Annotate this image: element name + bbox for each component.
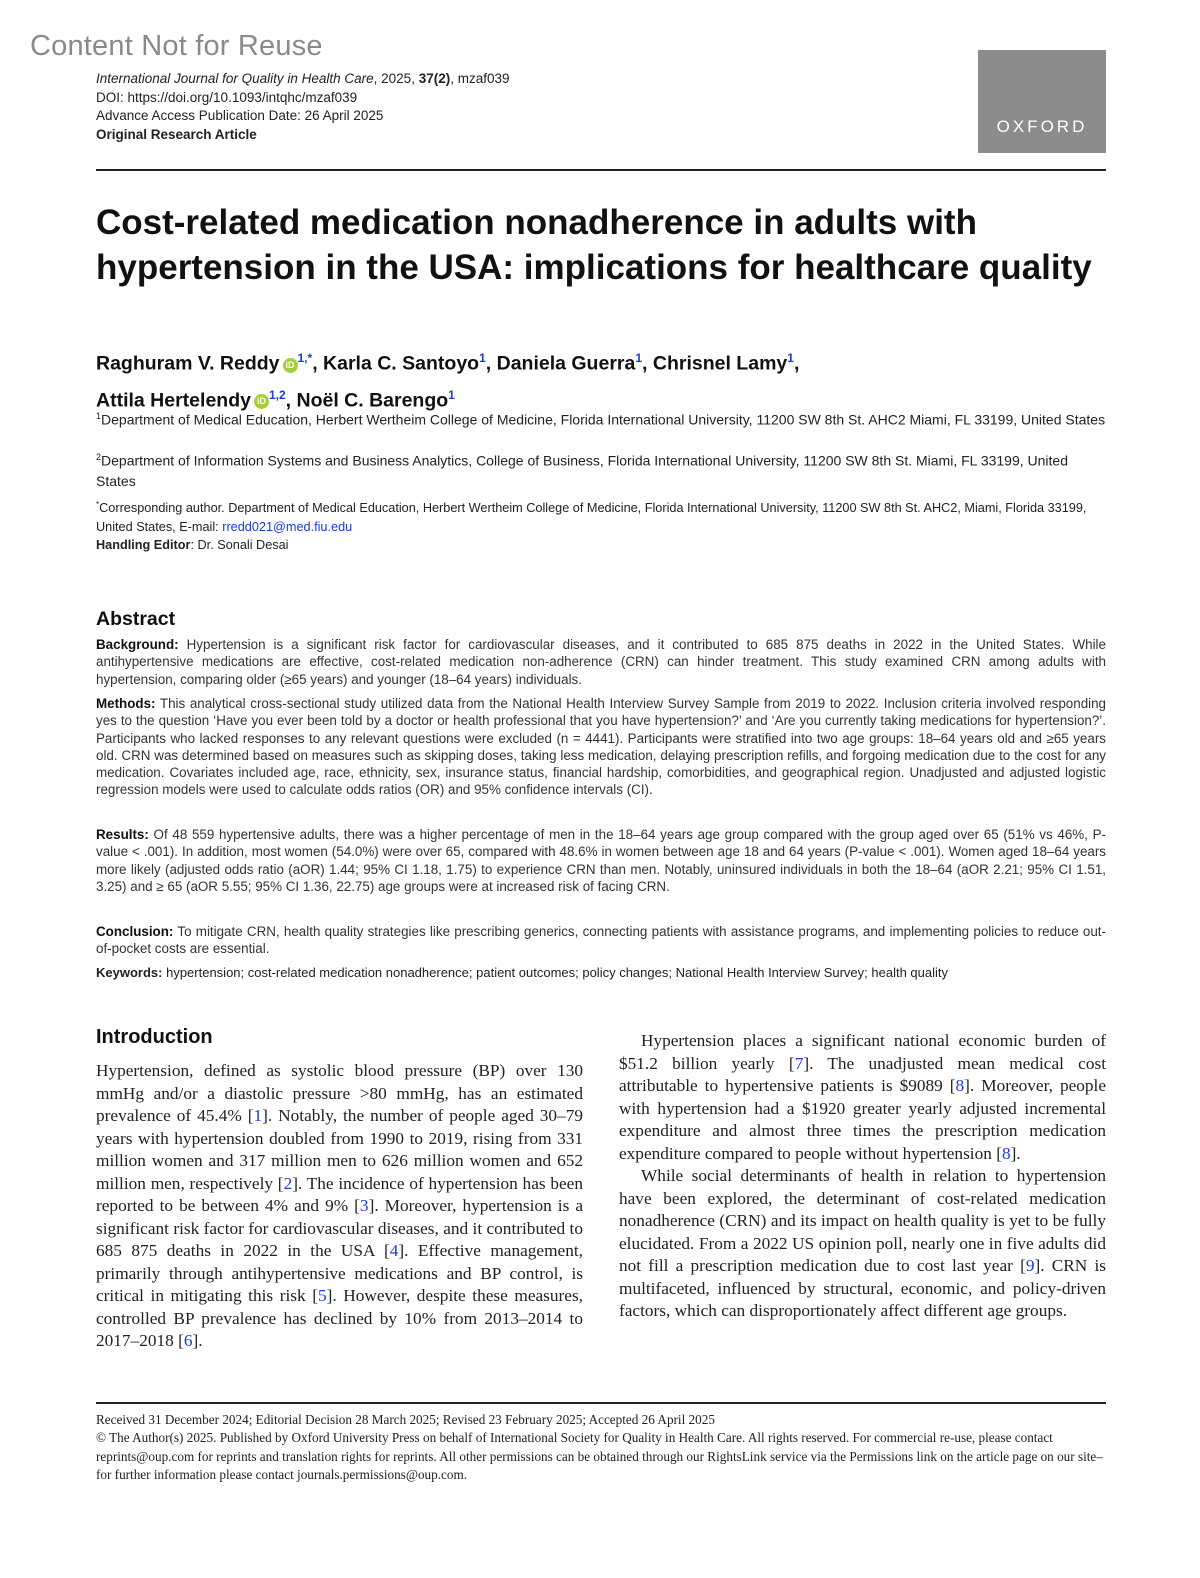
body-text: ]. Notably, the number of people aged 30–79 years with hypertension doubled from 1990 to 2019, rising from 331 million women and 317 million men to 626 million women and 652 million men, respectively [	[96, 1106, 583, 1193]
abstract-text: To mitigate CRN, health quality strategies like prescribing generics, connecting patients with assistance programs, and implementing policies to reduce out-of-pocket costs are essential.	[96, 924, 1106, 957]
article-dates: Received 31 December 2024; Editorial Decision 28 March 2025; Revised 23 February 2025; Accepted 26 April 2025	[96, 1412, 715, 1427]
article-type: Original Research Article	[96, 126, 257, 142]
handling-editor-label: Handling Editor	[96, 538, 191, 553]
abstract-conclusion	[96, 923, 1106, 958]
article-title: Cost-related medication nonadherence in adults with hypertension in the USA: implications for healthcare quality	[96, 203, 1092, 287]
keywords	[96, 964, 1106, 982]
body-text: ]. The unadjusted mean medical cost attributable to hypertensive patients is $9089 [	[619, 1053, 1107, 1095]
author-name[interactable]: Raghuram V. Reddy	[96, 352, 280, 375]
author-affil-mark[interactable]: 1,2	[268, 387, 286, 402]
abstract-text: Hypertension is a significant risk factor for cardiovascular diseases, and it contributed to 685 875 deaths in 2022 in the United States. While antihypertensive medications are effective, cost-related medication non-adherence (CRN) can hinder treatment. This study examined CRN among adults with hypertension, comparing older (≥65 years) and younger (18–64 years) individuals.	[96, 637, 1106, 687]
orcid-icon[interactable]: iD	[283, 358, 298, 373]
intro-left-column	[96, 1060, 583, 1353]
journal-article-id: , mzaf039	[450, 71, 510, 86]
abstract-label: Results:	[96, 827, 149, 842]
citation-link[interactable]: 4	[389, 1241, 399, 1260]
abstract-heading: Abstract	[96, 608, 176, 630]
intro-paragraph	[96, 1060, 583, 1353]
affiliation-text: Department of Medical Education, Herbert Wertheim College of Medicine, Florida International University, 11200 SW 8th St. AHC2 Miami, FL 33199, United States	[101, 411, 1106, 428]
author-affil-mark[interactable]: 1	[448, 387, 455, 402]
abstract-label: Conclusion:	[96, 924, 174, 939]
corresponding-author	[96, 496, 1108, 555]
author-separator: ,	[793, 352, 800, 375]
citation-link[interactable]: 2	[283, 1173, 293, 1193]
affiliation-number: 1	[96, 411, 102, 421]
abstract-label: Background:	[96, 637, 179, 652]
journal-name[interactable]: International Journal for Quality in Health Care	[96, 71, 374, 86]
watermark: Content Not for Reuse	[30, 30, 323, 62]
author-separator: ,	[285, 389, 297, 411]
handling-editor: : Dr. Sonali Desai	[190, 538, 289, 553]
body-text: Hypertension, defined as systolic blood pressure (BP) over 130 mmHg and/or a diastolic pressure >80 mmHg, has an estimated prevalence of 45.4% [	[96, 1061, 583, 1125]
abstract-text: Of 48 559 hypertensive adults, there was a higher percentage of men in the 18–64 years age group compared with the group aged over 65 (51% vs 46%, P-value < .001). In addition, most women (54.0%) were over 65, compared with 48.6% in women between age 18 and 64 years (P-value < .001). Women aged 18–64 years more likely (adjusted odds ratio (aOR) 1.44; 95% CI 1.18, 1.75) to experience CRN than men. Notably, uninsured individuals in both the 18–64 (aOR 2.21; 95% CI 1.51, 3.25) and ≥ 65 (aOR 5.55; 95% CI 1.36, 22.75) age groups were at increased risk of facing CRN.	[96, 827, 1106, 894]
citation-link[interactable]: 1	[253, 1106, 263, 1125]
body-text: Hypertension places a significant national economic burden of $51.2 billion yearly [	[619, 1031, 1106, 1073]
email-link[interactable]: rredd021@med.fiu.edu	[222, 519, 353, 534]
oxford-logo[interactable]	[978, 50, 1106, 153]
citation-link[interactable]: 8	[1001, 1143, 1011, 1163]
author-separator: ,	[312, 352, 324, 375]
body-text: While social determinants of health in relation to hypertension have been explored, the determinant of cost-related medication nonadherence (CRN) and its impact on health quality is yet to be fully elucidated. From a 2022 US opinion poll, nearly one in five adults did not fill a prescription medication due to cost last year [	[619, 1166, 1106, 1275]
author-name[interactable]: Daniela Guerra	[496, 352, 636, 375]
body-text: ]. Moreover, hypertension is a significant risk factor for cardiovascular diseases, and it contributed to 685 875 deaths in 2022 in the USA [	[96, 1196, 584, 1260]
journal-meta	[96, 70, 916, 144]
citation-link[interactable]: 9	[1025, 1256, 1035, 1275]
affiliation-text: Department of Information Systems and Business Analytics, College of Business, Florida International University, 11200 SW 8th St. Miami, FL 33199, United States	[96, 452, 1068, 489]
affiliation-number: 2	[96, 452, 102, 462]
intro-paragraph	[619, 1030, 1106, 1165]
journal-year: , 2025,	[373, 71, 419, 86]
author-affil-mark[interactable]: 1,*	[297, 351, 313, 365]
body-text: ].	[192, 1331, 203, 1350]
article-footer	[96, 1411, 1106, 1484]
corresponding-text: Corresponding author. Department of Medical Education, Herbert Wertheim College of Medicine, Florida International University, 11200 SW 8th St. AHC2, Miami, Florida 33199, United States, E-mail:	[96, 501, 1087, 534]
abstract-results	[96, 826, 1106, 895]
author-name[interactable]: Attila Hertelendy	[96, 389, 251, 411]
citation-link[interactable]: 3	[359, 1196, 369, 1215]
author-separator: ,	[642, 352, 653, 375]
intro-paragraph	[619, 1165, 1106, 1323]
top-divider	[96, 169, 1106, 171]
abstract-background	[96, 636, 1106, 688]
author-name[interactable]: Chrisnel Lamy	[652, 352, 788, 375]
publication-date: Advance Access Publication Date: 26 April 2025	[96, 108, 384, 123]
author-name[interactable]: Noël C. Barengo	[296, 389, 449, 411]
body-text: ].	[1010, 1143, 1021, 1163]
body-text: ]. The incidence of hypertension has been reported to be between 4% and 9% [	[96, 1173, 583, 1215]
author-affil-mark[interactable]: 1	[635, 351, 643, 365]
author-separator: ,	[485, 352, 497, 375]
citation-link[interactable]: 7	[794, 1053, 804, 1073]
oxford-logo-text: OXFORD	[996, 117, 1088, 136]
journal-citation	[96, 70, 916, 89]
copyright-notice: © The Author(s) 2025. Published by Oxford University Press on behalf of International Society for Quality in Health Care. All rights reserved. For commercial re-use, please contact reprints@oup.com for reprints and translation rights for reprints. All other permissions can be obtained through our RightsLink service via the Permissions link on the article page on our site–for further information please contact journals.permissions@oup.com.	[96, 1430, 1103, 1482]
doi[interactable]: DOI: https://doi.org/10.1093/intqhc/mzaf039	[96, 89, 358, 105]
keywords-text: hypertension; cost-related medication nonadherence; patient outcomes; policy changes; National Health Interview Survey; health quality	[166, 965, 948, 980]
abstract-label: Methods:	[96, 696, 156, 711]
journal-volume: 37(2)	[418, 71, 451, 86]
citation-link[interactable]: 8	[955, 1076, 965, 1095]
body-text: ]. However, despite these measures, controlled BP prevalence has declined by 10% from 2013–2014 to 2017–2018 [	[96, 1286, 583, 1350]
footer-divider	[96, 1402, 1106, 1404]
abstract-text: This analytical cross-sectional study utilized data from the National Health Interview Survey Sample from 2019 to 2022. Inclusion criteria involved responding yes to the question ‘Have you ever been told by a doctor or health professional that you have hypertension?’ and ‘Are you currently taking medications for hypertension?’. Participants who lacked responses to any relevant questions were excluded (n = 4441). Participants were stratified into two age groups: 18–64 years old and ≥65 years old. CRN was determined based on measures such as skipping doses, taking less medication, delaying prescription refills, and forgoing medication due to the cost for any medication. Covariates included age, race, ethnicity, sex, insurance status, financial hardship, comorbidities, and geographical region. Unadjusted and adjusted logistic regression models were used to calculate odds ratios (OR) and 95% confidence intervals (CI).	[96, 696, 1107, 798]
body-text: ]. CRN is multifaceted, influenced by structural, economic, and policy-driven factors, which can disproportionately affect different age groups.	[619, 1256, 1106, 1320]
intro-right-column	[619, 1030, 1106, 1323]
body-text: ]. Effective management, primarily through antihypertensive medications and BP control, is critical in mitigating this risk [	[96, 1241, 583, 1305]
body-text: ]. Moreover, people with hypertension had a $1920 greater yearly adjusted incremental expenditure and almost three times the prescription medication expenditure compared to people without hypertension [	[619, 1076, 1107, 1163]
author-affil-mark[interactable]: 1	[787, 351, 794, 365]
citation-link[interactable]: 5	[317, 1286, 327, 1305]
author-affil-mark[interactable]: 1	[479, 351, 486, 365]
affiliation-2	[96, 447, 1108, 491]
affiliation-1	[96, 406, 1108, 430]
keywords-label: Keywords:	[96, 965, 163, 980]
orcid-icon[interactable]: iD	[254, 394, 269, 409]
author-name[interactable]: Karla C. Santoyo	[323, 352, 480, 375]
citation-link[interactable]: 6	[183, 1331, 193, 1350]
corresponding-mark: *	[96, 500, 100, 509]
abstract-methods	[96, 695, 1106, 799]
introduction-heading: Introduction	[96, 1026, 213, 1048]
